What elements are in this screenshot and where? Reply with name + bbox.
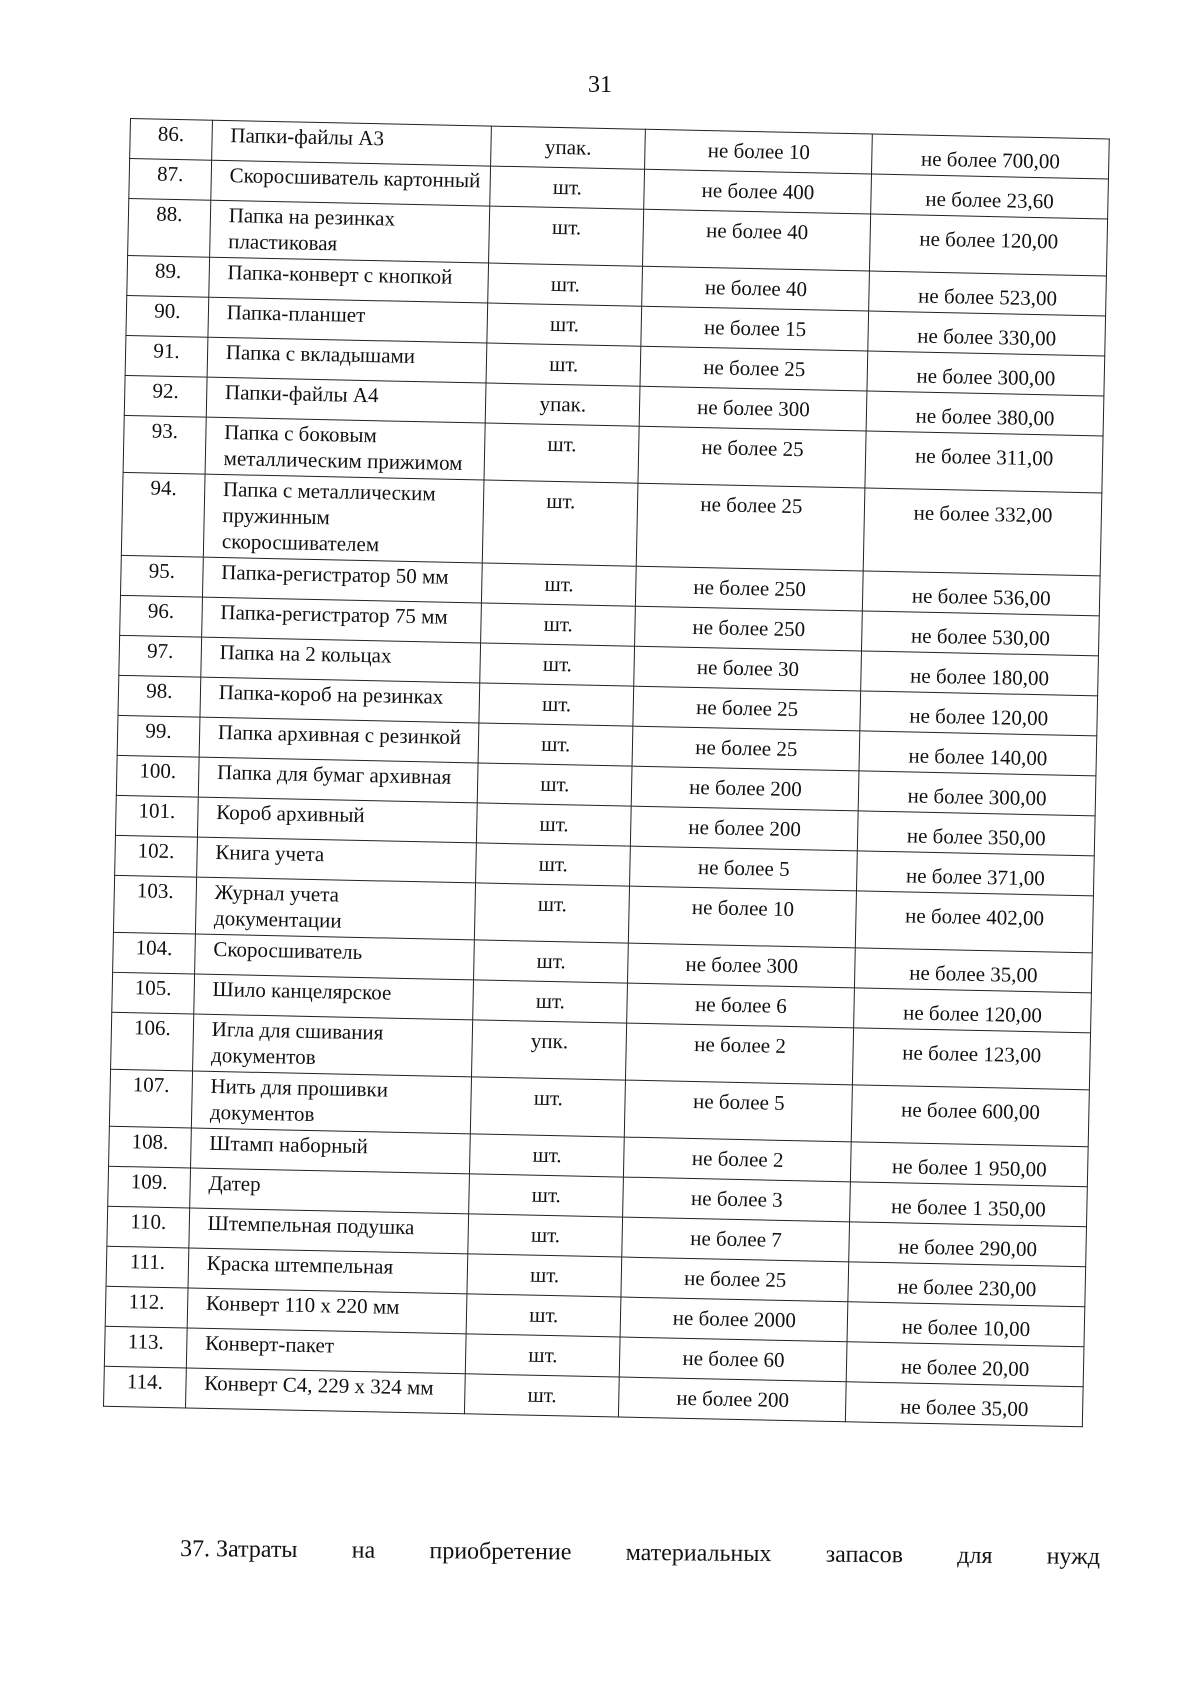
row-number: 91. (125, 335, 208, 377)
item-quantity: не более 2 (624, 1137, 852, 1182)
item-quantity: не более 25 (637, 483, 865, 571)
item-quantity: не более 300 (640, 386, 868, 431)
item-quantity: не более 40 (643, 209, 871, 271)
item-price: не более 530,00 (862, 611, 1100, 656)
supplies-table-body (104, 119, 1110, 1427)
item-quantity: не более 25 (638, 426, 866, 488)
item-price: не более 23,60 (871, 174, 1109, 219)
item-price: не более 35,00 (855, 948, 1093, 993)
item-price: не более 1 350,00 (850, 1182, 1088, 1227)
item-quantity: не более 200 (631, 806, 859, 851)
item-price: не более 300,00 (858, 771, 1096, 816)
item-price: не более 371,00 (857, 851, 1095, 896)
section-37-word: приобретение (429, 1538, 572, 1566)
item-unit: шт. (476, 803, 631, 846)
row-number: 100. (116, 755, 199, 797)
item-unit: шт. (473, 980, 628, 1023)
section-37-word: нужд (1046, 1543, 1101, 1571)
item-price: не более 350,00 (858, 811, 1096, 856)
item-price: не более 536,00 (863, 571, 1101, 616)
row-number: 105. (112, 972, 195, 1014)
item-name: Шило канцелярское (194, 974, 474, 1020)
item-quantity: не более 250 (636, 566, 864, 611)
item-name: Папка архивная с резинкой (199, 717, 479, 763)
row-number: 108. (109, 1126, 192, 1168)
item-unit: шт. (486, 343, 641, 386)
item-price: не более 402,00 (856, 891, 1094, 953)
item-unit: шт. (470, 1077, 626, 1137)
item-name: Журнал учета документации (195, 877, 475, 940)
item-unit: шт. (465, 1374, 620, 1417)
item-quantity: не более 25 (633, 726, 861, 771)
item-unit: шт. (479, 683, 634, 726)
item-name: Игла для сшивания документов (192, 1014, 472, 1077)
item-unit: шт. (477, 763, 632, 806)
row-number: 109. (108, 1166, 191, 1208)
item-price: не более 523,00 (869, 271, 1107, 316)
section-37-word: материальных (625, 1539, 772, 1568)
section-37-heading (180, 1536, 1100, 1571)
item-name: Папка-регистратор 75 мм (201, 597, 481, 643)
item-unit: упак. (485, 383, 640, 426)
item-name: Скоросшиватель картонный (211, 160, 491, 206)
item-unit: шт. (469, 1174, 624, 1217)
item-unit: шт. (482, 480, 638, 566)
item-price: не более 140,00 (859, 731, 1097, 776)
row-number: 87. (129, 159, 212, 201)
item-name: Датер (189, 1168, 469, 1214)
item-name: Короб архивный (197, 797, 477, 843)
item-price: не более 600,00 (851, 1085, 1089, 1147)
item-name: Папка на резинках пластиковая (209, 200, 489, 263)
row-number: 112. (105, 1286, 188, 1328)
supplies-table (103, 118, 1110, 1427)
item-name: Штемпельная подушка (189, 1208, 469, 1254)
item-name: Скоросшиватель (194, 934, 474, 980)
item-quantity: не более 40 (642, 266, 870, 311)
row-number: 89. (127, 255, 210, 297)
item-quantity: не более 7 (622, 1217, 850, 1262)
item-name: Папка с металлическим пружинным скоросшивателем (203, 474, 484, 563)
item-quantity: не более 200 (619, 1377, 847, 1422)
row-number: 101. (115, 795, 198, 837)
item-quantity: не более 3 (623, 1177, 851, 1222)
item-price: не более 180,00 (861, 651, 1099, 696)
item-name: Папка-регистратор 50 мм (202, 557, 482, 603)
item-quantity: не более 5 (625, 1080, 853, 1142)
section-37-word: на (351, 1537, 376, 1564)
item-price: не более 380,00 (866, 391, 1104, 436)
row-number: 110. (107, 1206, 190, 1248)
row-number: 96. (120, 595, 203, 637)
item-unit: шт. (470, 1134, 625, 1177)
item-quantity: не более 25 (621, 1257, 849, 1302)
item-name: Папки-файлы А3 (211, 120, 491, 166)
item-unit: шт. (465, 1334, 620, 1377)
row-number: 114. (104, 1366, 187, 1408)
row-number: 104. (113, 932, 196, 974)
item-name: Краска штемпельная (188, 1248, 468, 1294)
item-quantity: не более 10 (629, 886, 857, 948)
item-unit: шт. (467, 1254, 622, 1297)
item-name: Папка с вкладышами (207, 337, 487, 383)
row-number: 93. (123, 415, 206, 474)
item-unit: шт. (474, 940, 629, 983)
item-price: не более 332,00 (863, 488, 1101, 576)
row-number: 97. (119, 635, 202, 677)
item-price: не более 311,00 (865, 431, 1103, 493)
item-price: не более 20,00 (846, 1342, 1084, 1387)
item-quantity: не более 60 (620, 1337, 848, 1382)
item-name: Папки-файлы А4 (206, 377, 486, 423)
item-quantity: не более 400 (644, 169, 872, 214)
row-number: 94. (121, 472, 205, 557)
item-unit: шт. (489, 206, 645, 266)
section-37-word: 37. Затраты (179, 1535, 298, 1564)
item-name: Папка на 2 кольцах (201, 637, 481, 683)
item-price: не более 300,00 (867, 351, 1105, 396)
item-quantity: не более 15 (641, 306, 869, 351)
item-name: Книга учета (196, 837, 476, 883)
item-unit: шт. (480, 643, 635, 686)
item-price: не более 120,00 (870, 214, 1108, 276)
item-name: Папка с боковым металлическим прижимом (205, 417, 485, 480)
item-price: не более 120,00 (860, 691, 1098, 736)
item-price: не более 700,00 (872, 134, 1110, 179)
item-price: не более 290,00 (849, 1222, 1087, 1267)
section-37-word: запасов (825, 1541, 904, 1569)
item-unit: шт. (468, 1214, 623, 1257)
item-name: Папка-планшет (208, 297, 488, 343)
item-unit: шт. (484, 423, 640, 483)
row-number: 99. (117, 715, 200, 757)
row-number: 86. (130, 119, 213, 161)
item-quantity: не более 300 (628, 943, 856, 988)
item-price: не более 1 950,00 (851, 1142, 1089, 1187)
item-unit: шт. (490, 166, 645, 209)
row-number: 90. (126, 295, 209, 337)
row-number: 102. (115, 835, 198, 877)
item-quantity: не более 5 (630, 846, 858, 891)
row-number: 113. (104, 1326, 187, 1368)
item-quantity: не более 200 (632, 766, 860, 811)
item-unit: шт. (478, 723, 633, 766)
item-quantity: не более 2000 (621, 1297, 849, 1342)
row-number: 95. (120, 555, 203, 597)
item-price: не более 330,00 (868, 311, 1106, 356)
item-price: не более 230,00 (848, 1262, 1086, 1307)
item-name: Папка-короб на резинках (200, 677, 480, 723)
item-price: не более 123,00 (853, 1028, 1091, 1090)
row-number: 111. (106, 1246, 189, 1288)
item-name: Штамп наборный (190, 1128, 470, 1174)
item-unit: шт. (474, 883, 630, 943)
item-unit: шт. (487, 303, 642, 346)
item-name: Папка-конверт с кнопкой (209, 257, 489, 303)
row-number: 103. (113, 875, 196, 934)
item-quantity: не более 6 (627, 983, 855, 1028)
item-price: не более 120,00 (854, 988, 1092, 1033)
item-unit: шт. (482, 563, 637, 606)
item-name: Нить для прошивки документов (191, 1071, 471, 1134)
page-number: 31 (588, 72, 612, 98)
row-number: 98. (118, 675, 201, 717)
item-unit: шт. (476, 843, 631, 886)
item-unit: шт. (481, 603, 636, 646)
item-name: Конверт С4, 229 x 324 мм (185, 1368, 465, 1414)
item-quantity: не более 25 (640, 346, 868, 391)
item-unit: упк. (472, 1020, 628, 1080)
item-price: не более 35,00 (846, 1382, 1084, 1427)
item-quantity: не более 25 (633, 686, 861, 731)
item-name: Папка для бумаг архивная (198, 757, 478, 803)
item-unit: упак. (491, 126, 646, 169)
item-quantity: не более 2 (626, 1023, 854, 1085)
item-unit: шт. (488, 263, 643, 306)
item-name: Конверт 110 x 220 мм (187, 1288, 467, 1334)
row-number: 106. (111, 1012, 194, 1071)
item-price: не более 10,00 (847, 1302, 1085, 1347)
section-37-word: для (957, 1542, 993, 1570)
item-name: Конверт-пакет (186, 1328, 466, 1374)
item-quantity: не более 250 (635, 606, 863, 651)
row-number: 107. (109, 1069, 192, 1128)
item-quantity: не более 10 (645, 129, 873, 174)
row-number: 88. (128, 198, 211, 257)
item-quantity: не более 30 (634, 646, 862, 691)
row-number: 92. (124, 375, 207, 417)
item-unit: шт. (466, 1294, 621, 1337)
